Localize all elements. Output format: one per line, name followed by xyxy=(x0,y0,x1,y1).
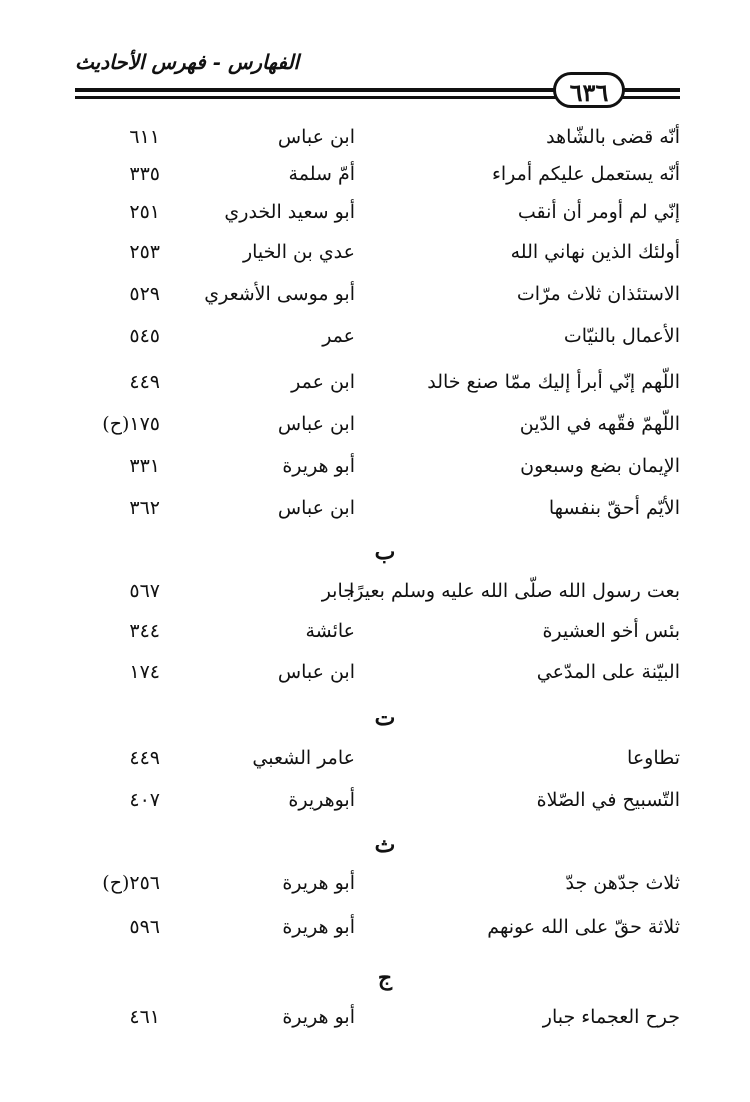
index-entry-row xyxy=(0,362,750,402)
index-entry-row xyxy=(0,997,750,1037)
index-entry-row xyxy=(0,404,750,444)
page-reference: ١٧٥(ح) xyxy=(102,413,160,435)
index-entry-row xyxy=(0,232,750,272)
section-letter-heading: ب xyxy=(374,539,396,565)
narrator-name: عدي بن الخيار xyxy=(242,241,355,263)
narrator-name: ابن عباس xyxy=(277,661,355,683)
section-letter-heading: ث xyxy=(374,832,396,858)
hadith-text: بئس أخو العشيرة xyxy=(542,620,680,642)
hadith-text: الاستئذان ثلاث مرّات xyxy=(516,283,680,305)
narrator-name: ابن عباس xyxy=(277,126,355,148)
hadith-text: تطاوعا xyxy=(627,747,680,769)
index-entry-row xyxy=(0,907,750,947)
index-entry-row xyxy=(0,863,750,903)
index-entry-row xyxy=(0,446,750,486)
hadith-text: البيّنة على المدّعي xyxy=(536,661,680,683)
page-reference: ٥٦٧ xyxy=(129,580,160,602)
index-entry-row xyxy=(0,488,750,528)
page-reference: ٥٤٥ xyxy=(129,325,160,347)
page-reference: ٢٥١ xyxy=(129,201,160,223)
narrator-name: أبو هريرة xyxy=(282,1006,355,1028)
page-reference: ٤٠٧ xyxy=(129,789,160,811)
index-entry-row xyxy=(0,154,750,194)
hadith-text: جرح العجماء جبار xyxy=(542,1006,680,1028)
index-entry-row xyxy=(0,780,750,820)
page-reference: ١٧٤ xyxy=(129,661,160,683)
page-reference: ٣٣١ xyxy=(129,455,160,477)
index-entry-row xyxy=(0,316,750,356)
narrator-name: جابر xyxy=(321,580,355,602)
page-reference: ٤٤٩ xyxy=(129,371,160,393)
hadith-text: أولئك الذين نهاني الله xyxy=(510,241,680,263)
narrator-name: ابن عباس xyxy=(277,497,355,519)
narrator-name: أبو موسى الأشعري xyxy=(204,283,355,305)
hadith-text: أنّه يستعمل عليكم أمراء xyxy=(491,163,680,185)
narrator-name: أبو هريرة xyxy=(282,916,355,938)
page-reference: ٤٦١ xyxy=(129,1006,160,1028)
section-letter-heading: ج xyxy=(377,965,393,991)
narrator-name: ابن عباس xyxy=(277,413,355,435)
section-letter-heading: ت xyxy=(374,705,396,731)
page-reference: ٥٩٦ xyxy=(129,916,160,938)
hadith-text: ثلاث جدّهن جدّ xyxy=(565,872,680,894)
page-reference: ٣٣٥ xyxy=(129,163,160,185)
page-reference: ٣٤٤ xyxy=(129,620,160,642)
narrator-name: عامر الشعبي xyxy=(252,747,355,769)
page-number-badge: ٦٣٦ xyxy=(553,72,625,108)
index-entry-row xyxy=(0,652,750,692)
hadith-text: الإيمان بضع وسبعون xyxy=(520,455,680,477)
index-entry-row xyxy=(0,571,750,611)
page-reference: ٢٥٦(ح) xyxy=(102,872,160,894)
running-header-title: الفهارس - فهرس الأحاديث xyxy=(75,50,300,74)
narrator-name: ابن عمر xyxy=(291,371,355,393)
narrator-name: أبو هريرة xyxy=(282,872,355,894)
index-entry-row xyxy=(0,192,750,232)
hadith-text: اللّهم إنّي أبرأ إليك ممّا صنع خالد xyxy=(427,371,680,393)
page-reference: ٢٥٣ xyxy=(129,241,160,263)
narrator-name: عائشة xyxy=(305,620,355,642)
index-entry-row xyxy=(0,117,750,157)
hadith-text: التّسبيح في الصّلاة xyxy=(536,789,680,811)
index-entry-row xyxy=(0,738,750,778)
hadith-text: الأعمال بالنيّات xyxy=(563,325,680,347)
narrator-name: أبو سعيد الخدري xyxy=(224,201,355,223)
page-reference: ٥٢٩ xyxy=(129,283,160,305)
hadith-text: ثلاثة حقّ على الله عونهم xyxy=(487,916,680,938)
hadith-text: اللّهمّ فقّهه في الدّين xyxy=(519,413,680,435)
narrator-name: عمر xyxy=(322,325,355,347)
narrator-name: أبوهريرة xyxy=(288,789,355,811)
narrator-name: أمّ سلمة xyxy=(288,163,355,185)
narrator-name: أبو هريرة xyxy=(282,455,355,477)
page-reference: ٤٤٩ xyxy=(129,747,160,769)
index-entry-row xyxy=(0,274,750,314)
page-reference: ٦١١ xyxy=(129,126,160,148)
hadith-text: الأيّم أحقّ بنفسها xyxy=(548,497,680,519)
index-entry-row xyxy=(0,611,750,651)
hadith-text: بعت رسول الله صلّى الله عليه وسلم بعيرًا xyxy=(349,580,680,602)
page-reference: ٣٦٢ xyxy=(129,497,160,519)
hadith-text: أنّه قضى بالشّاهد xyxy=(546,126,680,148)
hadith-text: إنّي لم أومر أن أنقب xyxy=(517,201,680,223)
